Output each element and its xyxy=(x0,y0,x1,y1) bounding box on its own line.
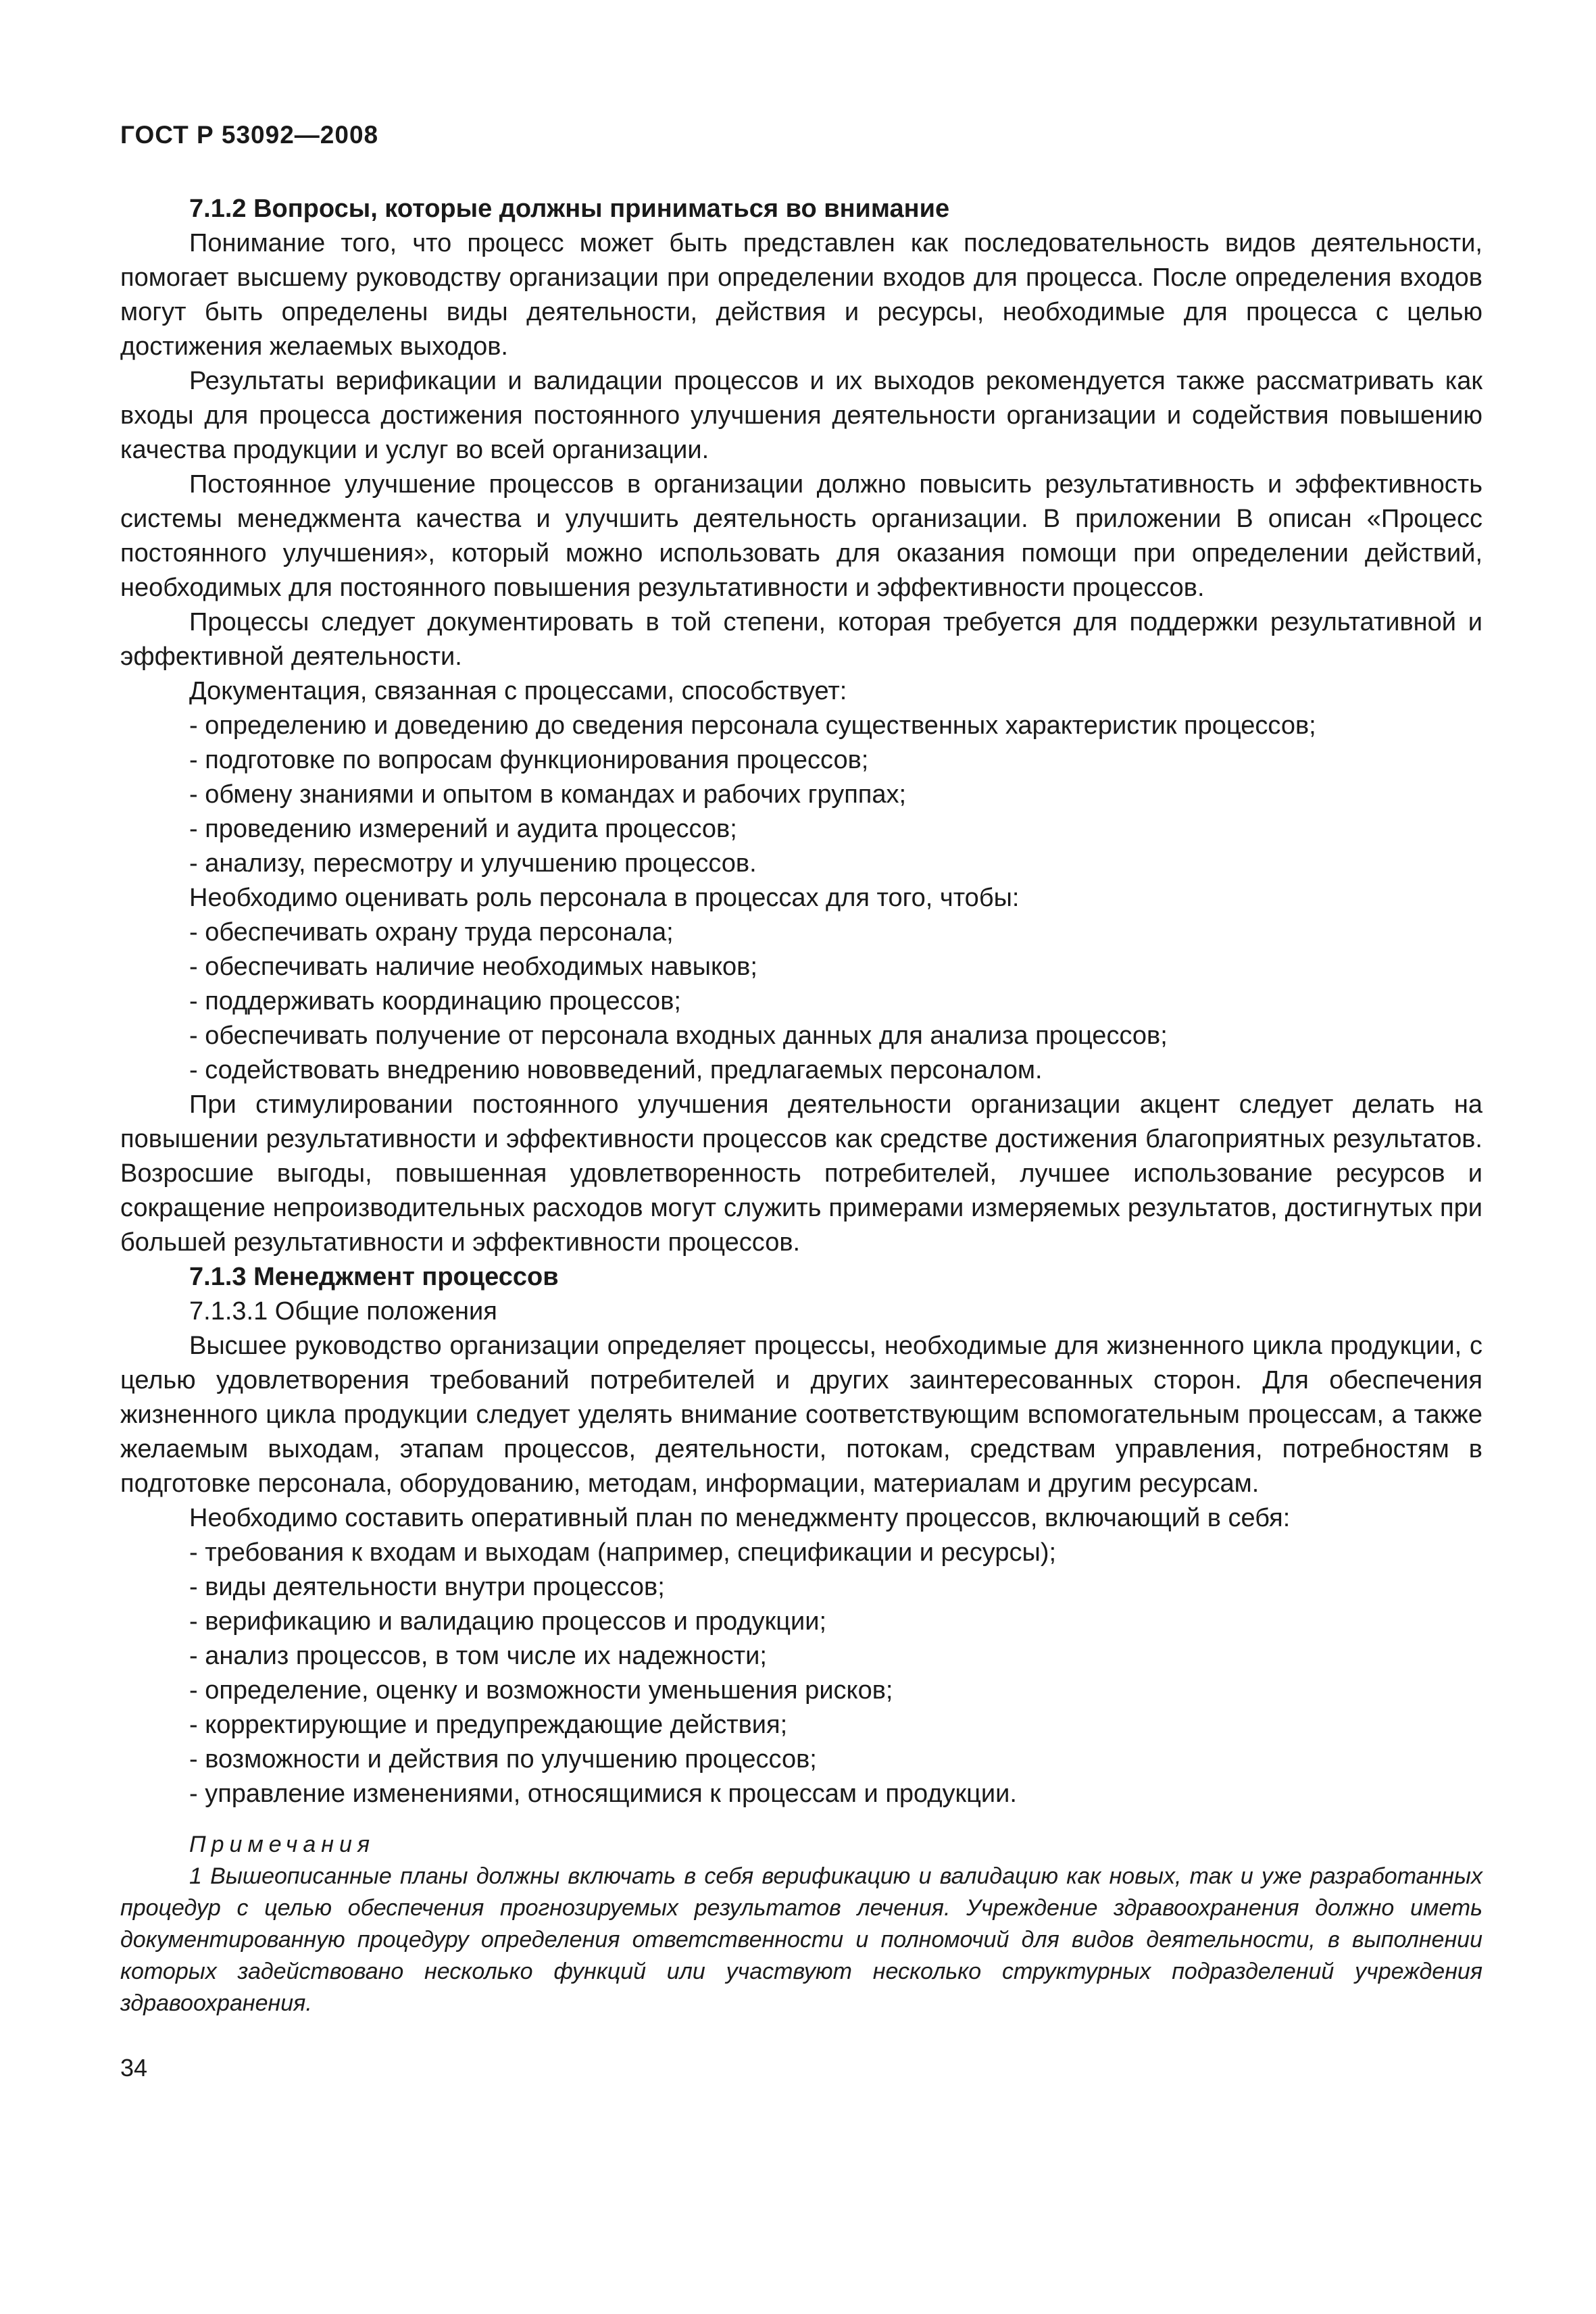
list-item: - обмену знаниями и опытом в командах и рабочих группах; xyxy=(189,780,907,809)
list-item: - обеспечивать охрану труда персонала; xyxy=(189,918,674,947)
notes-title: Примечания xyxy=(189,1832,376,1857)
document-header: ГОСТ Р 53092—2008 xyxy=(120,121,379,149)
list-item: - определение, оценку и возможности уменьшения рисков; xyxy=(189,1676,893,1705)
paragraph: Понимание того, что процесс может быть представлен как последовательность видов деятельности, помогает высшему руководству организации при определении входов для процесса. После определения входов могут быть определены виды деятельности, действия и ресурсы, необходимые для процесса с целью достижения желаемых выходов. xyxy=(120,229,1482,361)
body-text xyxy=(120,192,1482,1811)
list-intro: Необходимо составить оперативный план по менеджменту процессов, включающий в себя: xyxy=(189,1504,1291,1532)
list-item: - поддерживать координацию процессов; xyxy=(189,987,681,1015)
list-item: - подготовке по вопросам функционирования процессов; xyxy=(189,746,869,774)
note-item: 1 Вышеописанные планы должны включать в себя верификацию и валидацию как новых, так и уже разработанных процедур с целью обеспечения прогнозируемых результатов лечения. Учреждение здравоохранения должно иметь документированную процедуру определения ответственности и полномочий для видов деятельности, в выполнении которых задействовано несколько функций или участвуют несколько структурных подразделений учреждения здравоохранения. xyxy=(120,1863,1482,2016)
list-item: - требования к входам и выходам (например, спецификации и ресурсы); xyxy=(189,1538,1057,1567)
list-item: - возможности и действия по улучшению процессов; xyxy=(189,1745,817,1774)
paragraph: Процессы следует документировать в той степени, которая требуется для поддержки результативной и эффективной деятельности. xyxy=(120,608,1482,671)
section-heading-7-1-3: 7.1.3 Менеджмент процессов xyxy=(189,1263,559,1291)
paragraph: Результаты верификации и валидации процессов и их выходов рекомендуется также рассматривать как входы для процесса достижения постоянного улучшения деятельности организации и содействия повышению качества продукции и услуг во всей организации. xyxy=(120,367,1482,464)
list-item: - определению и доведению до сведения персонала существенных характеристик процессов; xyxy=(189,711,1316,740)
list-item: - управление изменениями, относящимися к процессам и продукции. xyxy=(189,1780,1017,1808)
list-item: - анализу, пересмотру и улучшению процессов. xyxy=(189,849,757,878)
list-item: - обеспечивать наличие необходимых навыков; xyxy=(189,953,757,981)
list-intro: Необходимо оценивать роль персонала в процессах для того, чтобы: xyxy=(189,884,1020,912)
paragraph: При стимулировании постоянного улучшения деятельности организации акцент следует делать на повышении результативности и эффективности процессов как средстве достижения благоприятных результатов. Возросшие выгоды, повышенная удовлетворенность потребителей, лучшее использование ресурсов и сокращение непроизводительных расходов могут служить примерами измеряемых результатов, достигнутых при большей результативности и эффективности процессов. xyxy=(120,1090,1482,1257)
list-item: - анализ процессов, в том числе их надежности; xyxy=(189,1642,767,1670)
list-item: - верификацию и валидацию процессов и продукции; xyxy=(189,1607,827,1636)
notes-block xyxy=(120,1829,1482,2019)
list-item: - содействовать внедрению нововведений, предлагаемых персоналом. xyxy=(189,1056,1043,1084)
paragraph: Высшее руководство организации определяет процессы, необходимые для жизненного цикла продукции, с целью удовлетворения требований потребителей и других заинтересованных сторон. Для обеспечения жизненного цикла продукции следует уделять внимание соответствующим вспомогательным процессам, а также желаемым выходам, этапам процессов, деятельности, потокам, средствам управления, потребностям в подготовке персонала, оборудованию, методам, информации, материалам и другим ресурсам. xyxy=(120,1332,1482,1498)
list-item: - корректирующие и предупреждающие действия; xyxy=(189,1711,788,1739)
list-item: - проведению измерений и аудита процессов; xyxy=(189,815,737,843)
list-item: - обеспечивать получение от персонала входных данных для анализа процессов; xyxy=(189,1022,1168,1050)
subsection-heading-7-1-3-1: 7.1.3.1 Общие положения xyxy=(189,1297,497,1326)
paragraph: Постоянное улучшение процессов в организации должно повысить результативность и эффективность системы менеджмента качества и улучшить деятельность организации. В приложении В описан «Процесс постоянного улучшения», который можно использовать для оказания помощи при определении действий, необходимых для постоянного повышения результативности и эффективности процессов. xyxy=(120,470,1482,602)
list-item: - виды деятельности внутри процессов; xyxy=(189,1573,665,1601)
section-heading-7-1-2: 7.1.2 Вопросы, которые должны приниматься во внимание xyxy=(189,195,950,223)
list-intro: Документация, связанная с процессами, способствует: xyxy=(189,677,847,705)
document-page xyxy=(120,120,1482,2083)
page-number: 34 xyxy=(120,2054,148,2082)
